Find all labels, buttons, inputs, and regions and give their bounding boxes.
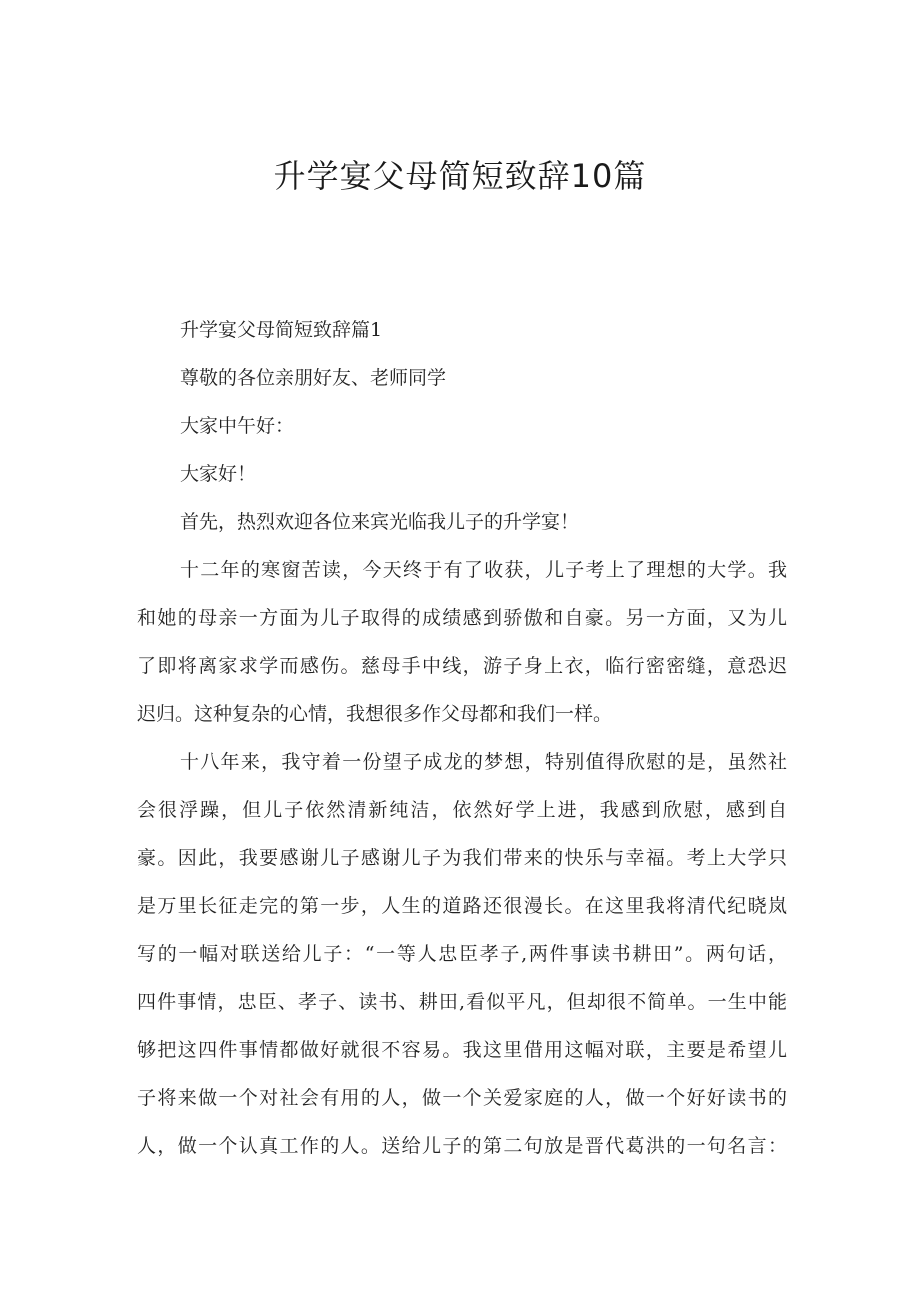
- paragraph-line: 和她的母亲一方面为儿子取得的成绩感到骄傲和自豪。另一方面，又为儿: [137, 607, 787, 629]
- greeting-line: 大家好！: [180, 463, 257, 485]
- paragraph-line: 会很浮躁，但儿子依然清新纯洁，依然好学上进，我感到欣慰，感到自: [137, 799, 787, 821]
- paragraph-line: 子将来做一个对社会有用的人，做一个关爱家庭的人，做一个好好读书的: [137, 1087, 787, 1109]
- paragraph-line: 迟归。这种复杂的心情，我想很多作父母都和我们一样。: [137, 703, 613, 725]
- salutation-line: 尊敬的各位亲朋好友、老师同学: [180, 367, 447, 389]
- document-body: [137, 306, 787, 1170]
- section-heading: 升学宴父母简短致辞篇1: [180, 319, 383, 341]
- paragraph-line: 首先，热烈欢迎各位来宾光临我儿子的升学宴！: [180, 511, 580, 533]
- paragraph-line: 是万里长征走完的第一步，人生的道路还很漫长。在这里我将清代纪晓岚: [137, 895, 787, 917]
- paragraph-line: 十二年的寒窗苦读，今天终于有了收获，儿子考上了理想的大学。我: [180, 559, 787, 581]
- paragraph-line: 豪。因此，我要感谢儿子感谢儿子为我们带来的快乐与幸福。考上大学只: [137, 847, 787, 869]
- paragraph-line: 够把这四件事情都做好就很不容易。我这里借用这幅对联，主要是希望儿: [137, 1039, 787, 1061]
- paragraph-line: 了即将离家求学而感伤。慈母手中线，游子身上衣，临行密密缝，意恐迟: [137, 655, 787, 677]
- paragraph-line: 四件事情，忠臣、孝子、读书、耕田,看似平凡，但却很不简单。一生中能: [137, 991, 787, 1013]
- document-title: 升学宴父母简短致辞10篇: [273, 157, 647, 195]
- paragraph-line: 写的一幅对联送给儿子：“一等人忠臣孝子,两件事读书耕田”。两句话，: [137, 943, 787, 965]
- greeting-line: 大家中午好：: [180, 415, 295, 437]
- paragraph-line: 人，做一个认真工作的人。送给儿子的第二句放是晋代葛洪的一句名言：: [137, 1135, 787, 1157]
- paragraph-line: 十八年来，我守着一份望子成龙的梦想，特别值得欣慰的是，虽然社: [180, 751, 787, 773]
